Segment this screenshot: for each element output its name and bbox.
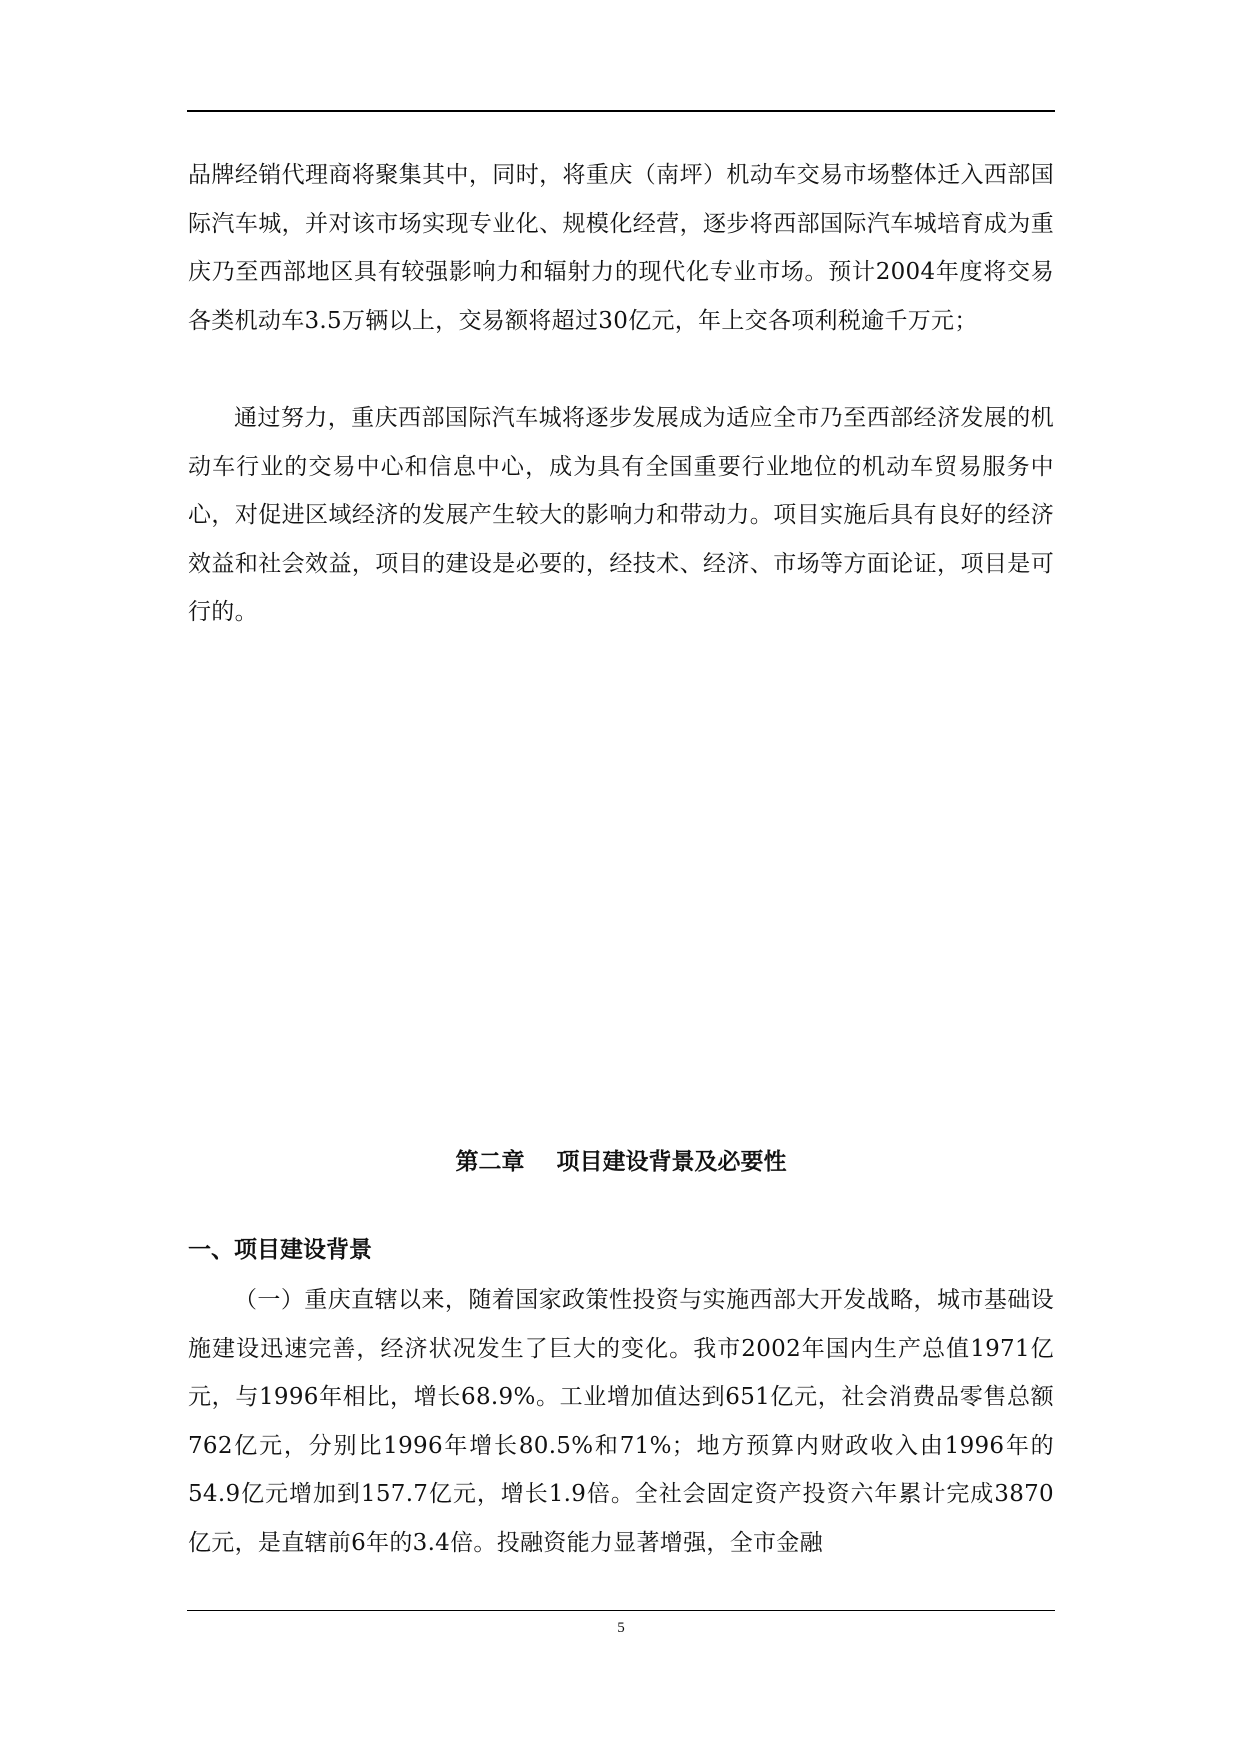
page-number: 5	[617, 1620, 625, 1636]
footer-rule	[187, 1610, 1055, 1611]
header-rule	[187, 110, 1055, 112]
body-paragraph-conclusion: 通过努力，重庆西部国际汽车城将逐步发展成为适应全市乃至西部经济发展的机动车行业的交易中心和信息中心，成为具有全国重要行业地位的机动车贸易服务中心，对促进区域经济的发展产生较大的影响力和带动力。项目实施后具有良好的经济效益和社会效益，项目的建设是必要的，经技术、经济、市场等方面论证，项目是可行的。	[188, 405, 1054, 625]
chapter-heading: 第二章 项目建设背景及必要性	[455, 1148, 787, 1175]
section-heading: 一、项目建设背景	[188, 1236, 372, 1263]
body-paragraph-background: （一）重庆直辖以来，随着国家政策性投资与实施西部大开发战略，城市基础设施建设迅速完善，经济状况发生了巨大的变化。我市2002年国内生产总值1971亿元，与1996年相比，增长68.9%。工业增加值达到651亿元，社会消费品零售总额762亿元，分别比1996年增长80.5%和71%；地方预算内财政收入由1996年的54.9亿元增加到157.7亿元，增长1.9倍。全社会固定资产投资六年累计完成3870亿元，是直辖前6年的3.4倍。投融资能力显著增强，全市金融	[188, 1287, 1054, 1556]
body-paragraph-continuation: 品牌经销代理商将聚集其中，同时，将重庆（南坪）机动车交易市场整体迁入西部国际汽车城，并对该市场实现专业化、规模化经营，逐步将西部国际汽车城培育成为重庆乃至西部地区具有较强影响力和辐射力的现代化专业市场。预计2004年度将交易各类机动车3.5万辆以上，交易额将超过30亿元，年上交各项利税逾千万元；	[188, 162, 1054, 334]
